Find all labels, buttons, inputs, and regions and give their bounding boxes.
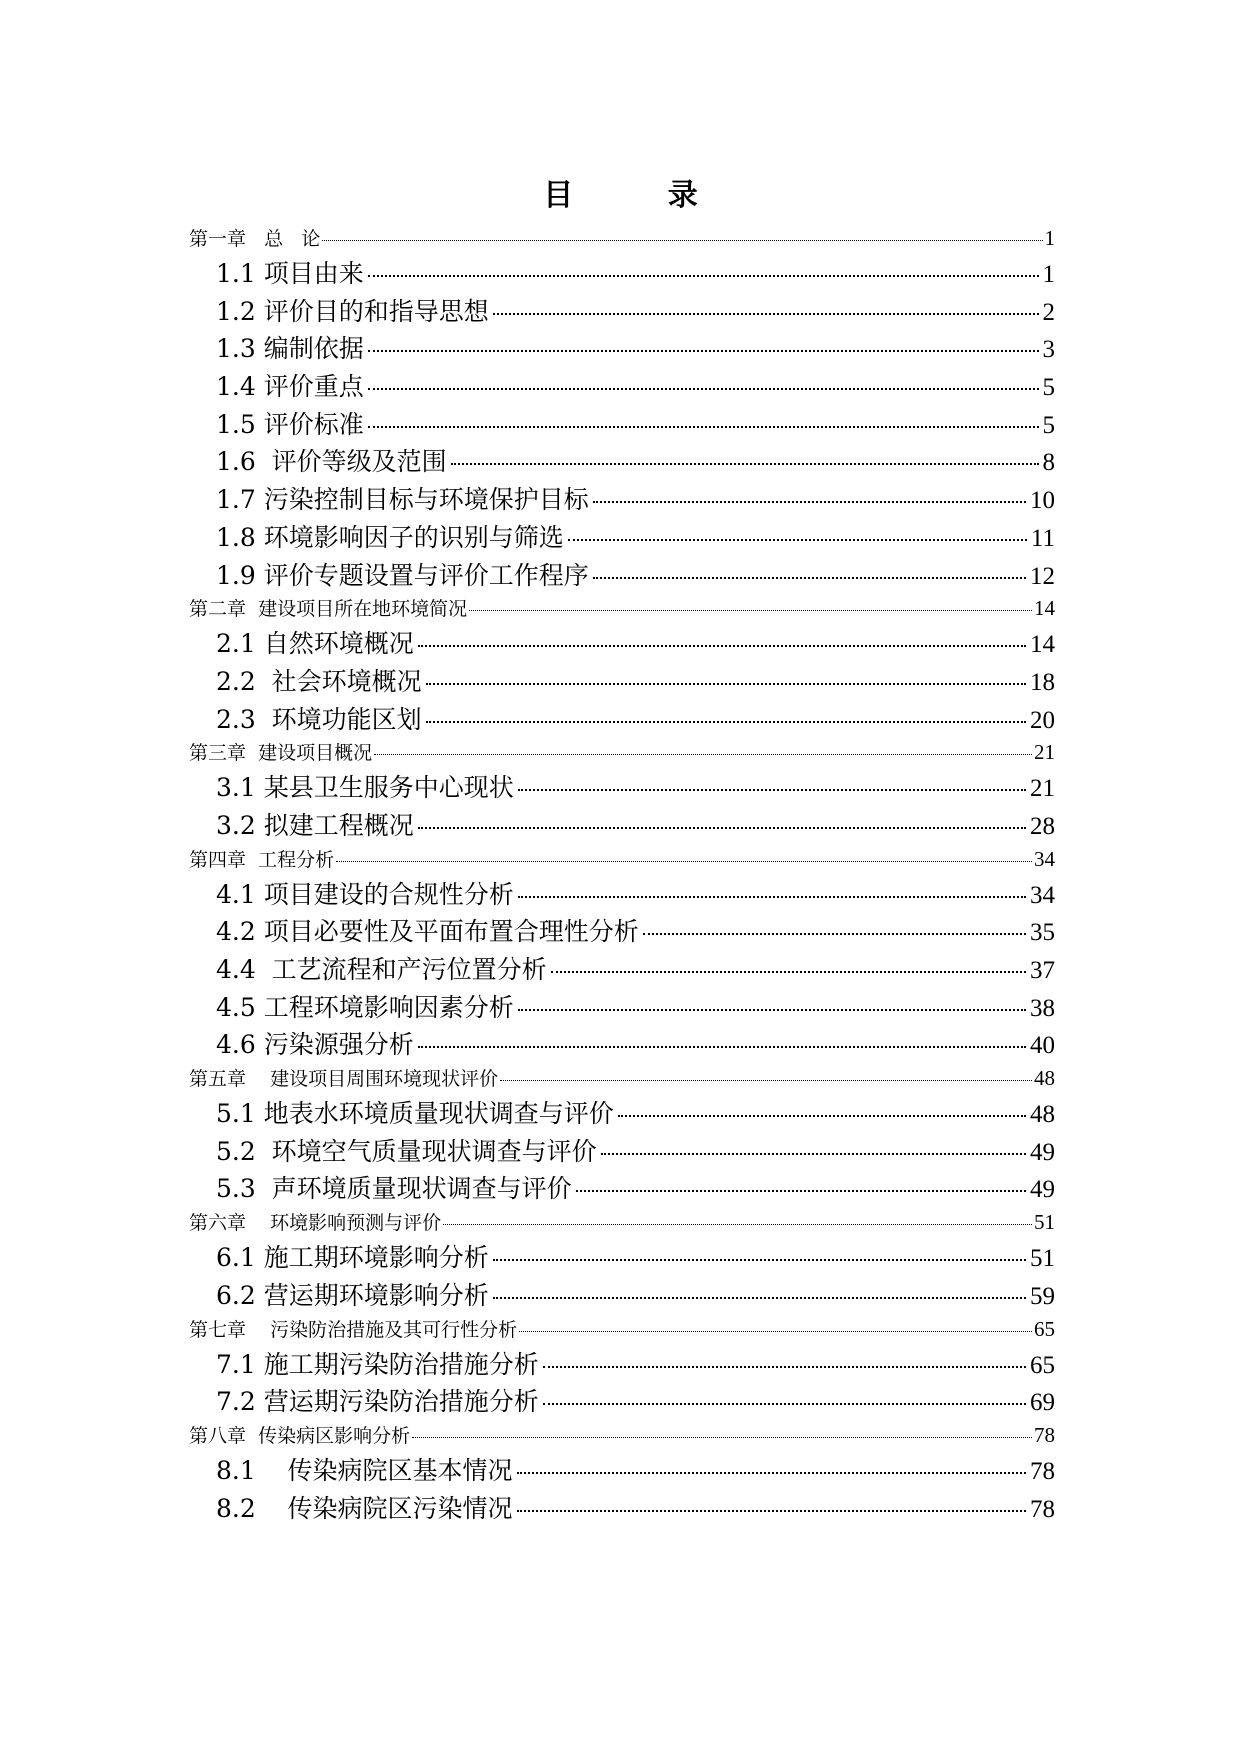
toc-entry-label: 6.1 施工期环境影响分析 xyxy=(216,1243,489,1273)
toc-entry-label: 1.1 项目由来 xyxy=(216,259,364,288)
toc-page-number: 18 xyxy=(1030,668,1055,696)
toc-entry-label: 3.2 拟建工程概况 xyxy=(216,810,414,840)
toc-page-number: 34 xyxy=(1034,846,1055,871)
dot-leader xyxy=(368,388,1039,390)
toc-page-number: 21 xyxy=(1034,740,1055,765)
toc-section-entry[interactable] xyxy=(189,1129,1055,1167)
dot-leader xyxy=(519,1331,1032,1332)
toc-entry-label: 7.1 施工期污染防治措施分析 xyxy=(216,1349,539,1379)
toc-page-number: 78 xyxy=(1030,1457,1055,1485)
toc-chapter-entry[interactable] xyxy=(189,841,1055,872)
toc-section-entry[interactable] xyxy=(189,364,1055,402)
dot-leader xyxy=(493,313,1039,315)
toc-section-entry[interactable] xyxy=(189,1166,1055,1204)
toc-page-number: 20 xyxy=(1030,706,1055,734)
toc-page-number: 1 xyxy=(1044,226,1055,250)
toc-entry-label: 第一章 总 论 xyxy=(189,228,321,250)
dot-leader xyxy=(568,539,1027,541)
dot-leader xyxy=(518,789,1026,791)
toc-chapter-entry[interactable] xyxy=(189,1311,1055,1342)
toc-page-number: 11 xyxy=(1030,524,1055,552)
dot-leader xyxy=(517,1472,1026,1474)
toc-section-entry[interactable] xyxy=(189,1486,1055,1524)
toc-section-entry[interactable] xyxy=(189,947,1055,985)
toc-entry-label: 第六章 环境影响预测与评价 xyxy=(189,1212,442,1235)
toc-page-number: 14 xyxy=(1030,631,1055,659)
dot-leader xyxy=(493,1259,1026,1261)
toc-page-number: 51 xyxy=(1030,1245,1055,1273)
toc-entry-label: 1.9 评价专题设置与评价工作程序 xyxy=(216,560,589,590)
toc-section-entry[interactable] xyxy=(189,1091,1055,1129)
toc-chapter-entry[interactable] xyxy=(189,734,1055,765)
toc-page-number: 38 xyxy=(1030,994,1055,1022)
toc-section-entry[interactable] xyxy=(189,515,1055,553)
toc-entry-label: 第四章 工程分析 xyxy=(189,848,335,871)
toc-page-number: 49 xyxy=(1030,1138,1055,1166)
toc-page-number: 10 xyxy=(1030,487,1055,515)
dot-leader xyxy=(418,1046,1026,1048)
toc-section-entry[interactable] xyxy=(189,1379,1055,1417)
dot-leader xyxy=(451,463,1039,465)
toc-page-number: 48 xyxy=(1030,1101,1055,1129)
dot-leader xyxy=(322,240,1042,241)
toc-entry-label: 5.3 声环境质量现状调查与评价 xyxy=(216,1174,572,1204)
dot-leader xyxy=(368,275,1039,277)
toc-entry-label: 8.1 传染病院区基本情况 xyxy=(216,1455,513,1485)
toc-page-number: 28 xyxy=(1030,812,1055,840)
toc-page-number: 3 xyxy=(1042,336,1055,364)
toc-page-number: 65 xyxy=(1030,1351,1055,1379)
toc-entry-label: 4.2 项目必要性及平面布置合理性分析 xyxy=(216,917,639,947)
dot-leader xyxy=(576,1190,1026,1192)
dot-leader xyxy=(418,645,1026,647)
toc-section-entry[interactable] xyxy=(189,1022,1055,1060)
toc-section-entry[interactable] xyxy=(189,985,1055,1023)
dot-leader xyxy=(593,577,1026,579)
dot-leader xyxy=(374,754,1032,755)
toc-entry-label: 3.1 某县卫生服务中心现状 xyxy=(216,773,514,803)
toc-page-number: 40 xyxy=(1030,1032,1055,1060)
dot-leader xyxy=(517,1510,1026,1512)
page-title: 目 录 xyxy=(543,178,740,213)
toc-entry-label: 2.1 自然环境概况 xyxy=(216,629,414,659)
toc-entry-label: 第五章 建设项目周围环境现状评价 xyxy=(189,1068,499,1091)
toc-page-number: 5 xyxy=(1042,411,1055,439)
toc-page-number: 51 xyxy=(1034,1210,1055,1235)
dot-leader xyxy=(500,1080,1032,1081)
dot-leader xyxy=(368,426,1039,428)
toc-chapter-entry[interactable] xyxy=(189,220,1055,251)
toc-entry-label: 4.6 污染源强分析 xyxy=(216,1030,414,1060)
toc-chapter-entry[interactable] xyxy=(189,1060,1055,1091)
toc-section-entry[interactable] xyxy=(189,1273,1055,1311)
toc-section-entry[interactable] xyxy=(189,621,1055,659)
toc-entry-label: 7.2 营运期污染防治措施分析 xyxy=(216,1387,539,1417)
toc-entry-label: 1.4 评价重点 xyxy=(216,372,364,402)
dot-leader xyxy=(518,1009,1026,1011)
toc-section-entry[interactable] xyxy=(189,439,1055,477)
dot-leader xyxy=(543,1403,1026,1405)
table-of-contents xyxy=(189,220,1055,1523)
dot-leader xyxy=(518,896,1026,898)
toc-entry-label: 4.5 工程环境影响因素分析 xyxy=(216,992,514,1022)
toc-section-entry[interactable] xyxy=(189,659,1055,697)
toc-section-entry[interactable] xyxy=(189,326,1055,364)
dot-leader xyxy=(418,827,1026,829)
dot-leader xyxy=(551,971,1026,973)
toc-entry-label: 第二章 建设项目所在地环境简况 xyxy=(189,598,468,621)
toc-page-number: 8 xyxy=(1042,449,1055,477)
toc-page-number: 2 xyxy=(1042,298,1055,326)
toc-section-entry[interactable] xyxy=(189,697,1055,735)
toc-section-entry[interactable] xyxy=(189,765,1055,803)
toc-entry-label: 4.4 工艺流程和产污位置分析 xyxy=(216,955,547,984)
toc-entry-label: 1.3 编制依据 xyxy=(216,334,364,364)
toc-entry-label: 第三章 建设项目概况 xyxy=(189,742,373,765)
toc-section-entry[interactable] xyxy=(189,1342,1055,1380)
dot-leader xyxy=(368,350,1039,352)
toc-section-entry[interactable] xyxy=(189,1235,1055,1273)
toc-entry-label: 4.1 项目建设的合规性分析 xyxy=(216,879,514,909)
toc-entry-label: 2.3 环境功能区划 xyxy=(216,704,422,734)
toc-entry-label: 1.6 评价等级及范围 xyxy=(216,447,447,477)
toc-section-entry[interactable] xyxy=(189,251,1055,289)
toc-entry-label: 第八章 传染病区影响分析 xyxy=(189,1424,411,1447)
toc-entry-label: 5.2 环境空气质量现状调查与评价 xyxy=(216,1136,597,1166)
toc-entry-label: 2.2 社会环境概况 xyxy=(216,666,422,696)
dot-leader xyxy=(443,1224,1032,1225)
toc-section-entry[interactable] xyxy=(189,803,1055,841)
dot-leader xyxy=(618,1115,1026,1117)
toc-entry-label: 1.5 评价标准 xyxy=(216,409,364,439)
toc-page-number: 35 xyxy=(1030,919,1055,947)
dot-leader xyxy=(593,501,1026,503)
toc-entry-label: 6.2 营运期环境影响分析 xyxy=(216,1280,489,1310)
toc-entry-label: 8.2 传染病院区污染情况 xyxy=(216,1493,513,1523)
dot-leader xyxy=(601,1153,1026,1155)
toc-page-number: 59 xyxy=(1030,1282,1055,1310)
dot-leader xyxy=(426,721,1026,723)
dot-leader xyxy=(412,1437,1032,1438)
toc-page-number: 5 xyxy=(1042,374,1055,402)
toc-section-entry[interactable] xyxy=(189,909,1055,947)
dot-leader xyxy=(493,1297,1026,1299)
toc-section-entry[interactable] xyxy=(189,553,1055,591)
toc-entry-label: 1.8 环境影响因子的识别与筛选 xyxy=(216,522,564,552)
toc-page-number: 78 xyxy=(1030,1495,1055,1523)
toc-page-number: 14 xyxy=(1034,596,1055,621)
toc-page-number: 12 xyxy=(1030,562,1055,590)
toc-entry-label: 第七章 污染防治措施及其可行性分析 xyxy=(189,1318,518,1341)
toc-page-number: 65 xyxy=(1034,1316,1055,1341)
toc-page-number: 78 xyxy=(1034,1422,1055,1447)
dot-leader xyxy=(643,933,1026,935)
dot-leader xyxy=(543,1366,1026,1368)
toc-section-entry[interactable] xyxy=(189,289,1055,327)
toc-page-number: 37 xyxy=(1030,957,1055,984)
toc-page-number: 34 xyxy=(1030,881,1055,909)
dot-leader xyxy=(469,610,1032,611)
dot-leader xyxy=(336,861,1032,862)
toc-section-entry[interactable] xyxy=(189,872,1055,910)
toc-page-number: 48 xyxy=(1034,1066,1055,1091)
toc-chapter-entry[interactable] xyxy=(189,1204,1055,1235)
toc-page-number: 1 xyxy=(1042,261,1055,288)
toc-section-entry[interactable] xyxy=(189,1448,1055,1486)
toc-page-number: 21 xyxy=(1030,775,1055,803)
toc-section-entry[interactable] xyxy=(189,477,1055,515)
toc-chapter-entry[interactable] xyxy=(189,1417,1055,1448)
toc-section-entry[interactable] xyxy=(189,402,1055,440)
toc-entry-label: 1.2 评价目的和指导思想 xyxy=(216,296,489,326)
toc-chapter-entry[interactable] xyxy=(189,590,1055,621)
toc-entry-label: 5.1 地表水环境质量现状调查与评价 xyxy=(216,1099,614,1129)
toc-page-number: 69 xyxy=(1030,1389,1055,1417)
dot-leader xyxy=(426,683,1026,685)
toc-entry-label: 1.7 污染控制目标与环境保护目标 xyxy=(216,485,589,515)
toc-page-number: 49 xyxy=(1030,1176,1055,1204)
